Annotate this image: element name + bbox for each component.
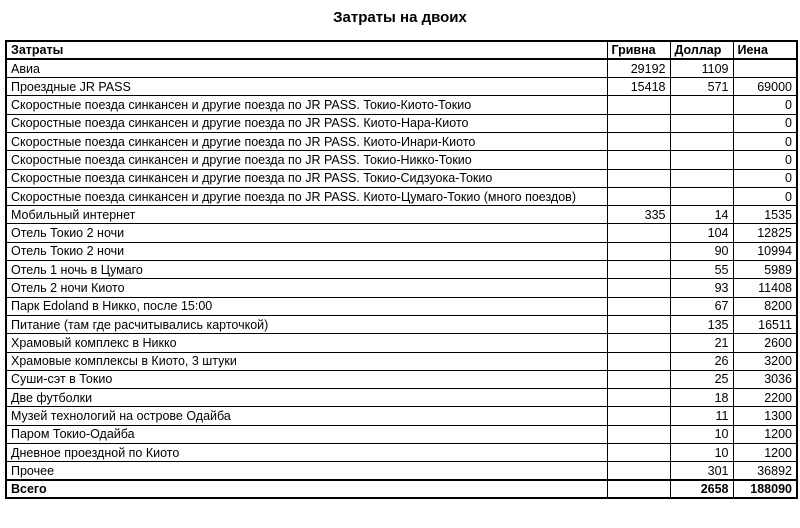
usd-cell[interactable]: 10 (670, 425, 733, 443)
uah-cell[interactable] (607, 444, 670, 462)
expense-name-cell[interactable]: Скоростные поезда синкансен и другие поезда по JR PASS. Токио-Сидзуока-Токио (6, 169, 607, 187)
uah-cell[interactable] (607, 297, 670, 315)
jpy-cell[interactable]: 16511 (733, 315, 797, 333)
usd-cell[interactable] (670, 187, 733, 205)
uah-cell[interactable]: 15418 (607, 78, 670, 96)
jpy-cell[interactable]: 0 (733, 96, 797, 114)
table-row (6, 224, 797, 242)
expense-name-cell[interactable]: Проездные JR PASS (6, 78, 607, 96)
usd-cell[interactable]: 25 (670, 370, 733, 388)
uah-cell[interactable] (607, 334, 670, 352)
jpy-cell[interactable]: 0 (733, 132, 797, 150)
uah-cell[interactable] (607, 370, 670, 388)
usd-cell[interactable]: 1109 (670, 59, 733, 77)
usd-cell[interactable] (670, 114, 733, 132)
usd-cell[interactable]: 11 (670, 407, 733, 425)
jpy-cell[interactable]: 0 (733, 169, 797, 187)
jpy-cell[interactable]: 69000 (733, 78, 797, 96)
jpy-cell[interactable]: 1535 (733, 206, 797, 224)
usd-cell[interactable]: 90 (670, 242, 733, 260)
expense-name-cell[interactable]: Парк Edoland в Никко, после 15:00 (6, 297, 607, 315)
uah-cell[interactable] (607, 462, 670, 480)
usd-cell[interactable]: 571 (670, 78, 733, 96)
usd-cell[interactable] (670, 132, 733, 150)
jpy-cell[interactable]: 3200 (733, 352, 797, 370)
expense-name-cell[interactable]: Храмовые комплексы в Киото, 3 штуки (6, 352, 607, 370)
usd-cell[interactable]: 67 (670, 297, 733, 315)
sheet-title: Затраты на двоих (333, 9, 467, 26)
uah-cell[interactable] (607, 315, 670, 333)
expense-name-cell[interactable]: Две футболки (6, 389, 607, 407)
uah-cell[interactable] (607, 480, 670, 498)
uah-cell[interactable] (607, 352, 670, 370)
table-row (6, 279, 797, 297)
table-row (6, 462, 797, 480)
jpy-cell[interactable]: 36892 (733, 462, 797, 480)
table-row (6, 315, 797, 333)
table-row (6, 206, 797, 224)
jpy-cell[interactable]: Иена (733, 41, 797, 59)
table-row (6, 297, 797, 315)
usd-cell[interactable]: Доллар (670, 41, 733, 59)
uah-cell[interactable] (607, 261, 670, 279)
table-row (6, 370, 797, 388)
table-row (6, 96, 797, 114)
jpy-cell[interactable]: 10994 (733, 242, 797, 260)
uah-cell[interactable] (607, 151, 670, 169)
table-row (6, 334, 797, 352)
jpy-cell[interactable]: 0 (733, 187, 797, 205)
jpy-cell[interactable]: 2600 (733, 334, 797, 352)
expense-name-cell[interactable]: Отель Токио 2 ночи (6, 242, 607, 260)
expense-name-cell[interactable]: Скоростные поезда синкансен и другие поезда по JR PASS. Токио-Никко-Токио (6, 151, 607, 169)
usd-cell[interactable]: 21 (670, 334, 733, 352)
table-row (6, 261, 797, 279)
table-row (6, 114, 797, 132)
expense-name-cell[interactable]: Дневное проездной по Киото (6, 444, 607, 462)
jpy-cell[interactable]: 0 (733, 114, 797, 132)
expense-name-cell[interactable]: Скоростные поезда синкансен и другие поезда по JR PASS. Киото-Нара-Киото (6, 114, 607, 132)
jpy-cell[interactable]: 1200 (733, 425, 797, 443)
expense-name-cell[interactable]: Питание (там где расчитывались карточкой) (6, 315, 607, 333)
uah-cell[interactable] (607, 425, 670, 443)
usd-cell[interactable]: 14 (670, 206, 733, 224)
expense-name-cell[interactable]: Отель Токио 2 ночи (6, 224, 607, 242)
uah-cell[interactable] (607, 407, 670, 425)
table-row (6, 169, 797, 187)
table-row (6, 151, 797, 169)
expense-name-cell[interactable]: Авиа (6, 59, 607, 77)
usd-cell[interactable]: 104 (670, 224, 733, 242)
jpy-cell[interactable]: 5989 (733, 261, 797, 279)
jpy-cell[interactable]: 2200 (733, 389, 797, 407)
header-row (6, 41, 797, 59)
expense-name-cell[interactable]: Суши-сэт в Токио (6, 370, 607, 388)
jpy-cell[interactable]: 1200 (733, 444, 797, 462)
table-row (6, 132, 797, 150)
uah-cell[interactable] (607, 389, 670, 407)
uah-cell[interactable] (607, 279, 670, 297)
jpy-cell[interactable]: 8200 (733, 297, 797, 315)
uah-cell[interactable]: Гривна (607, 41, 670, 59)
expense-name-cell[interactable]: Паром Токио-Одайба (6, 425, 607, 443)
expense-name-cell[interactable]: Скоростные поезда синкансен и другие поезда по JR PASS. Токио-Киото-Токио (6, 96, 607, 114)
uah-cell[interactable] (607, 224, 670, 242)
expense-name-cell[interactable]: Храмовый комплекс в Никко (6, 334, 607, 352)
uah-cell[interactable]: 335 (607, 206, 670, 224)
jpy-cell[interactable]: 0 (733, 151, 797, 169)
table-row (6, 407, 797, 425)
jpy-cell[interactable]: 1300 (733, 407, 797, 425)
jpy-cell[interactable]: 11408 (733, 279, 797, 297)
table-row (6, 352, 797, 370)
usd-cell[interactable]: 135 (670, 315, 733, 333)
usd-cell[interactable]: 18 (670, 389, 733, 407)
usd-cell[interactable] (670, 151, 733, 169)
expense-name-cell[interactable]: Мобильный интернет (6, 206, 607, 224)
table-row (6, 389, 797, 407)
usd-cell[interactable] (670, 169, 733, 187)
uah-cell[interactable] (607, 96, 670, 114)
jpy-cell[interactable] (733, 59, 797, 77)
usd-cell[interactable]: 301 (670, 462, 733, 480)
jpy-cell[interactable]: 188090 (733, 480, 797, 498)
usd-cell[interactable]: 93 (670, 279, 733, 297)
table-row (6, 78, 797, 96)
expense-name-cell[interactable]: Скоростные поезда синкансен и другие поезда по JR PASS. Киото-Цумаго-Токио (много поездов) (6, 187, 607, 205)
table-row (6, 187, 797, 205)
expense-name-cell[interactable]: Отель 1 ночь в Цумаго (6, 261, 607, 279)
expenses-table (5, 40, 798, 499)
uah-cell[interactable] (607, 169, 670, 187)
expense-name-cell[interactable]: Прочее (6, 462, 607, 480)
total-row (6, 480, 797, 498)
jpy-cell[interactable]: 12825 (733, 224, 797, 242)
usd-cell[interactable]: 26 (670, 352, 733, 370)
uah-cell[interactable]: 29192 (607, 59, 670, 77)
expense-name-cell[interactable]: Всего (6, 480, 607, 498)
jpy-cell[interactable]: 3036 (733, 370, 797, 388)
uah-cell[interactable] (607, 132, 670, 150)
expense-name-cell[interactable]: Затраты (6, 41, 607, 59)
table-row (6, 425, 797, 443)
uah-cell[interactable] (607, 242, 670, 260)
usd-cell[interactable] (670, 96, 733, 114)
expense-name-cell[interactable]: Скоростные поезда синкансен и другие поезда по JR PASS. Киото-Инари-Киото (6, 132, 607, 150)
table-row (6, 242, 797, 260)
usd-cell[interactable]: 10 (670, 444, 733, 462)
uah-cell[interactable] (607, 187, 670, 205)
usd-cell[interactable]: 55 (670, 261, 733, 279)
uah-cell[interactable] (607, 114, 670, 132)
expense-name-cell[interactable]: Музей технологий на острове Одайба (6, 407, 607, 425)
table-row (6, 59, 797, 77)
table-row (6, 444, 797, 462)
expense-name-cell[interactable]: Отель 2 ночи Киото (6, 279, 607, 297)
usd-cell[interactable]: 2658 (670, 480, 733, 498)
